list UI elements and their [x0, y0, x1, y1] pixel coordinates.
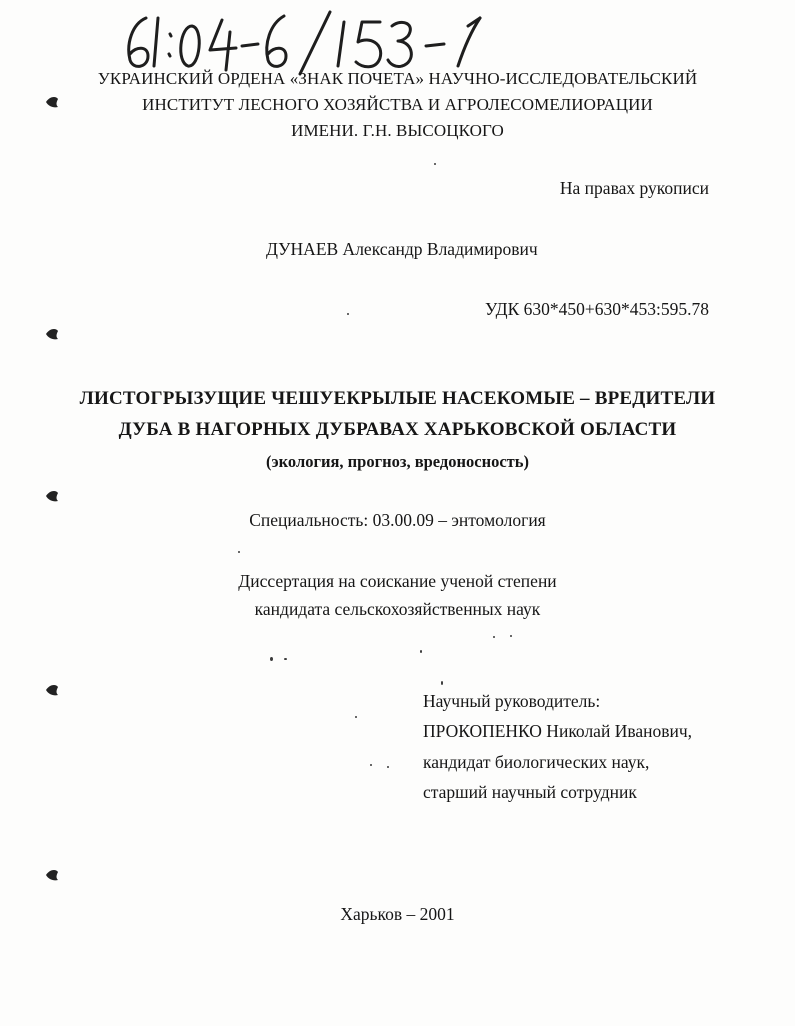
- supervisor-position: старший научный сотрудник: [423, 782, 637, 802]
- scan-speck: [510, 635, 512, 637]
- scan-speck: [270, 657, 273, 661]
- scan-speck: [434, 163, 436, 165]
- institution-line-1: УКРАИНСКИЙ ОРДЕНА «ЗНАК ПОЧЕТА» НАУЧНО-ИССЛЕДОВАТЕЛЬСКИЙ: [97, 69, 698, 88]
- binding-mark-icon: [44, 95, 60, 109]
- scan-speck: [420, 650, 422, 653]
- scan-speck: [387, 766, 389, 768]
- subtitle: (экология, прогноз, вредоносность): [266, 452, 529, 471]
- institution-line-2: ИНСТИТУТ ЛЕСНОГО ХОЗЯЙСТВА И АГРОЛЕСОМЕЛИОРАЦИИ: [142, 95, 653, 114]
- supervisor-name: ПРОКОПЕНКО Николай Иванович,: [423, 721, 693, 741]
- place-year: Харьков – 2001: [340, 904, 455, 924]
- handwritten-archive-code: [118, 4, 518, 76]
- supervisor-label: Научный руководитель:: [423, 691, 601, 711]
- title-line-2: ДУБА В НАГОРНЫХ ДУБРАВАХ ХАРЬКОВСКОЙ ОБЛАСТИ: [118, 419, 677, 440]
- scan-speck: [238, 551, 240, 553]
- dissertation-line-1: Диссертация на соискание ученой степени: [238, 571, 557, 591]
- author-name: ДУНАЕВ Александр Владимирович: [266, 239, 538, 259]
- scan-speck: [493, 636, 495, 638]
- udk-code: УДК 630*450+630*453:595.78: [485, 299, 709, 319]
- scan-speck: [370, 764, 372, 766]
- scan-speck: [347, 313, 349, 315]
- supervisor-degree: кандидат биологических наук,: [423, 752, 650, 772]
- institution-line-3: ИМЕНИ. Г.Н. ВЫСОЦКОГО: [291, 121, 504, 140]
- binding-mark-icon: [44, 868, 60, 882]
- scan-speck: [355, 716, 357, 718]
- scan-speck: [441, 681, 443, 685]
- specialty: Специальность: 03.00.09 – энтомология: [249, 510, 546, 530]
- dissertation-line-2: кандидата сельскохозяйственных наук: [254, 599, 541, 619]
- binding-mark-icon: [44, 683, 60, 697]
- binding-mark-icon: [44, 327, 60, 341]
- binding-mark-icon: [44, 489, 60, 503]
- manuscript-rights: На правах рукописи: [559, 178, 709, 198]
- scan-speck: [284, 658, 287, 660]
- title-line-1: ЛИСТОГРЫЗУЩИЕ ЧЕШУЕКРЫЛЫЕ НАСЕКОМЫЕ – ВРЕДИТЕЛИ: [79, 388, 716, 409]
- handwritten-code-drawing: [118, 4, 518, 76]
